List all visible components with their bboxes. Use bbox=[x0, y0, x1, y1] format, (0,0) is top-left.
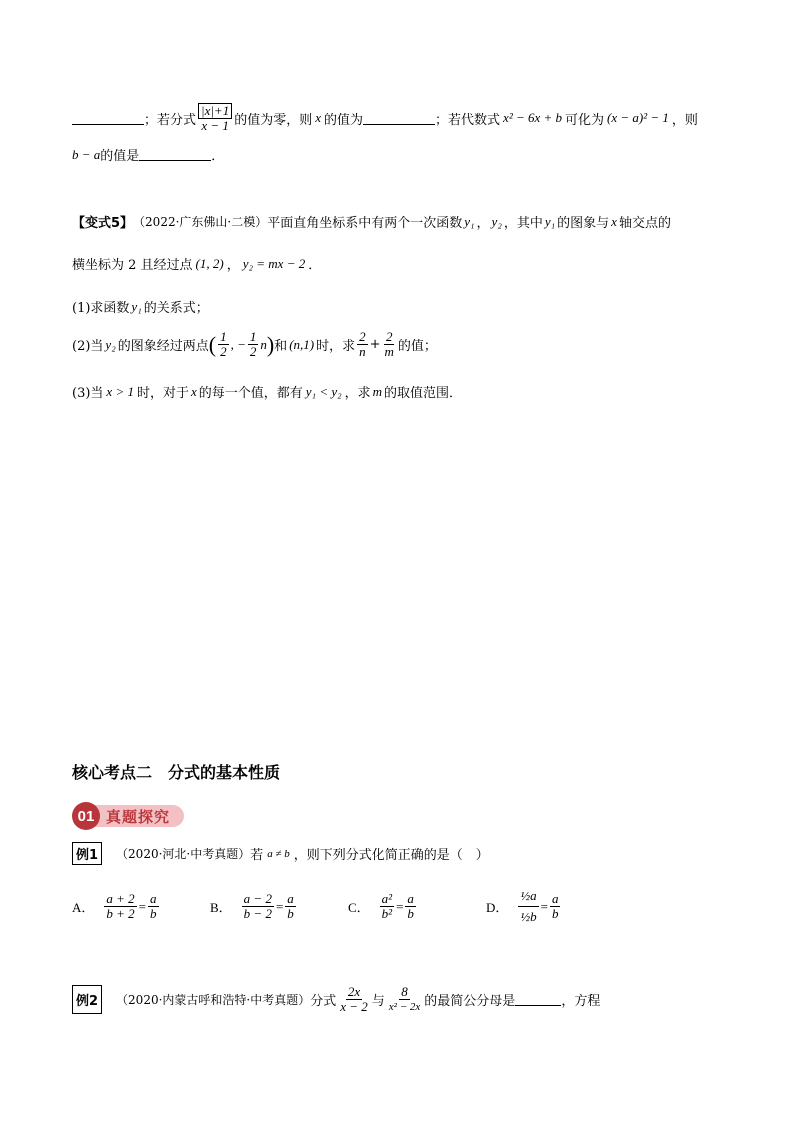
fraction bbox=[285, 892, 296, 921]
option-b[interactable] bbox=[210, 892, 298, 921]
fraction bbox=[405, 892, 416, 921]
point: (n,1) bbox=[289, 336, 315, 352]
denominator: b bbox=[407, 906, 414, 921]
answer-blank[interactable] bbox=[72, 112, 144, 125]
fill-blank-line-2 bbox=[72, 145, 224, 164]
text: 横坐标为 2 且经过点 bbox=[72, 258, 193, 273]
example1-stem bbox=[72, 842, 489, 865]
text: 分式 bbox=[310, 994, 337, 1009]
denominator: x − 1 bbox=[201, 118, 229, 133]
right-paren: ) bbox=[266, 331, 275, 357]
text: ，求 bbox=[344, 386, 371, 401]
fraction bbox=[550, 892, 561, 921]
operator: = bbox=[138, 898, 147, 914]
text: ，方程 bbox=[561, 994, 601, 1009]
point: (1, 2) bbox=[195, 255, 224, 271]
fraction bbox=[248, 330, 259, 359]
fraction bbox=[338, 985, 370, 1014]
text: ， bbox=[476, 216, 490, 231]
fraction bbox=[383, 330, 396, 359]
numerator: ½a bbox=[518, 886, 538, 907]
text: (1)求函数 bbox=[72, 301, 130, 316]
text: 的最简公分母是 bbox=[424, 994, 516, 1009]
expression: x² − 6x + b bbox=[503, 110, 563, 125]
variant5-line-2 bbox=[72, 254, 321, 273]
text: 的关系式； bbox=[143, 301, 209, 316]
fraction bbox=[148, 892, 159, 921]
numerator: 1 bbox=[249, 329, 257, 344]
text: 的值为 bbox=[324, 112, 364, 128]
equation: y₂ = mx − 2 bbox=[242, 255, 306, 271]
left-paren: ( bbox=[208, 331, 217, 357]
text: 的每一个值，都有 bbox=[198, 386, 303, 401]
fill-blank-line-1 bbox=[72, 103, 698, 133]
denominator: m bbox=[384, 344, 394, 359]
denominator: b bbox=[551, 906, 559, 921]
text: 若 bbox=[250, 848, 264, 863]
variable: x bbox=[611, 213, 617, 229]
section-banner bbox=[72, 803, 184, 829]
text: 和 bbox=[274, 339, 288, 354]
banner-text: 真题探究 bbox=[94, 805, 184, 827]
text: ；若分式 bbox=[144, 112, 197, 128]
text: 的取值范围． bbox=[384, 386, 463, 401]
text: ；若代数式 bbox=[435, 112, 501, 128]
variant5-question-3 bbox=[72, 382, 462, 401]
option-a[interactable] bbox=[72, 892, 161, 921]
denominator: x² − 2x bbox=[388, 1001, 421, 1013]
expression: (x − a)² − 1 bbox=[607, 110, 669, 125]
text: 的图象经过两点 bbox=[117, 339, 209, 354]
variable: x bbox=[315, 110, 322, 125]
example-tag: 例2 bbox=[72, 985, 102, 1014]
fraction bbox=[357, 330, 368, 359]
condition: x > 1 bbox=[106, 383, 134, 399]
text: 的值； bbox=[397, 339, 437, 354]
answer-blank[interactable] bbox=[515, 993, 561, 1006]
numerator: a bbox=[287, 891, 294, 906]
numerator: a bbox=[551, 891, 559, 906]
variable: y₁ bbox=[464, 213, 475, 229]
text: 与 bbox=[371, 994, 385, 1009]
example2-stem bbox=[72, 985, 600, 1014]
denominator: b² bbox=[381, 906, 393, 921]
option-label: D． bbox=[486, 900, 509, 915]
text: ． bbox=[211, 149, 225, 164]
fraction bbox=[198, 103, 232, 133]
numerator: 2 bbox=[385, 329, 393, 344]
fraction bbox=[518, 886, 538, 927]
option-label: C． bbox=[348, 900, 370, 915]
fraction bbox=[387, 985, 423, 1014]
section-title: 核心考点二 分式的基本性质 bbox=[72, 763, 281, 782]
operator: = bbox=[396, 898, 404, 914]
text: 平面直角坐标系中有两个一次函数 bbox=[267, 216, 463, 231]
operator: = bbox=[540, 898, 548, 914]
operator: + bbox=[369, 337, 381, 352]
variable: m bbox=[372, 383, 383, 399]
example-tag: 例1 bbox=[72, 842, 102, 865]
variant5-line-1 bbox=[72, 212, 671, 231]
numerator: 1 bbox=[220, 329, 227, 344]
source: （2022·广东佛山·二模） bbox=[133, 215, 268, 229]
text: 可化为 bbox=[565, 112, 605, 128]
option-label: B． bbox=[210, 900, 232, 915]
text: 的值为零，则 bbox=[234, 112, 313, 128]
denominator: b bbox=[150, 906, 157, 921]
option-d[interactable] bbox=[486, 886, 562, 927]
denominator: 2 bbox=[249, 344, 257, 359]
variant5-question-1 bbox=[72, 297, 209, 316]
text: 轴交点的 bbox=[618, 216, 671, 231]
numerator: a + 2 bbox=[106, 891, 135, 906]
fraction bbox=[380, 892, 394, 921]
numerator: a² bbox=[381, 891, 393, 906]
numerator: |x|+1 bbox=[198, 103, 232, 119]
text: ，其中 bbox=[503, 216, 543, 231]
option-c[interactable] bbox=[348, 892, 418, 921]
text: (3)当 bbox=[72, 386, 104, 401]
numerator: 2x bbox=[347, 984, 361, 999]
fraction bbox=[218, 330, 229, 359]
variant5-question-2 bbox=[72, 330, 437, 359]
denominator: 2 bbox=[220, 344, 227, 359]
numerator: a − 2 bbox=[243, 891, 272, 906]
operator: = bbox=[275, 898, 284, 914]
numerator: 8 bbox=[401, 984, 408, 999]
fraction bbox=[242, 892, 274, 921]
variable: x bbox=[190, 383, 197, 399]
variable: y₂ bbox=[491, 213, 502, 229]
text: , − bbox=[230, 336, 246, 352]
text: ， bbox=[226, 258, 240, 273]
variable: y₁ bbox=[131, 298, 142, 314]
denominator: b + 2 bbox=[106, 906, 135, 921]
variant-label: 【变式5】 bbox=[72, 216, 134, 231]
text: 时，对于 bbox=[136, 386, 189, 401]
expression: b − a bbox=[72, 146, 101, 162]
text: (2)当 bbox=[72, 339, 104, 354]
answer-blank[interactable] bbox=[139, 148, 211, 161]
text: ，则 bbox=[671, 112, 698, 128]
numerator: 2 bbox=[359, 329, 366, 344]
text: 时，求 bbox=[316, 339, 356, 354]
banner-number: 01 bbox=[72, 802, 100, 830]
text: 的图象与 bbox=[557, 216, 610, 231]
condition: a ≠ b bbox=[267, 847, 290, 860]
answer-blank[interactable] bbox=[363, 112, 435, 125]
variable: y₂ bbox=[105, 336, 116, 352]
numerator: a bbox=[407, 891, 414, 906]
denominator: ½b bbox=[520, 909, 537, 924]
fraction bbox=[104, 892, 136, 921]
source: （2020·内蒙古呼和浩特·中考真题） bbox=[116, 993, 311, 1007]
source: （2020·河北·中考真题） bbox=[116, 847, 251, 861]
text: ，则下列分式化简正确的是（ ） bbox=[293, 848, 489, 863]
variable: n bbox=[260, 336, 267, 352]
numerator: a bbox=[150, 891, 157, 906]
text: 的值是 bbox=[100, 149, 140, 164]
text: ． bbox=[308, 258, 322, 273]
denominator: b bbox=[287, 906, 294, 921]
inequality: y₁ < y₂ bbox=[305, 383, 342, 399]
denominator: x − 2 bbox=[340, 999, 368, 1014]
denominator: b − 2 bbox=[243, 906, 272, 921]
denominator: n bbox=[359, 344, 366, 359]
option-label: A． bbox=[72, 900, 95, 915]
variable: y₁ bbox=[544, 213, 556, 229]
